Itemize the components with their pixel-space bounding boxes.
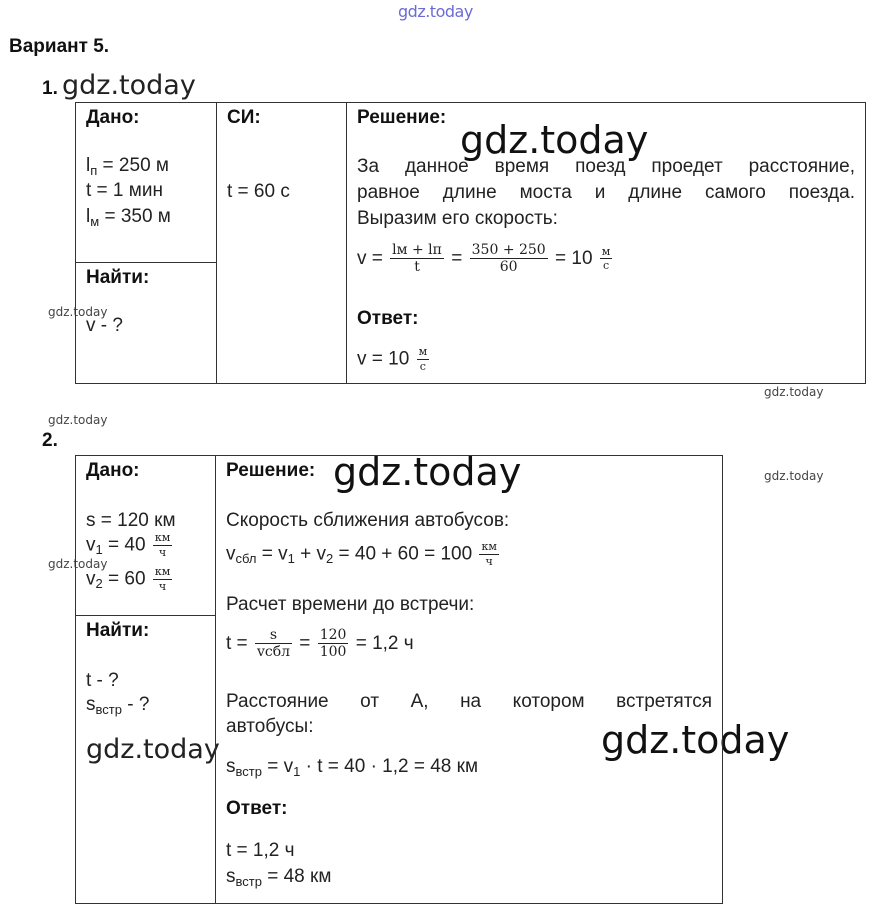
numerator: lм + lп [392,242,442,258]
task1-given-line [86,206,171,228]
value: = 48 км [261,866,332,887]
value: = 40 [102,534,146,556]
subscript: встр [235,764,262,779]
task1-formula [357,242,614,276]
task1-solution-cell [347,103,866,384]
task1-given-cell [76,103,217,263]
watermark-small: gdz.today [764,469,824,483]
symbol: v [316,543,326,565]
subscript: 1 [95,542,103,558]
watermark-top: gdz.today [398,2,473,21]
unit-fraction [153,566,172,593]
value: · t = 40 · 1,2 = 48 км [300,756,479,777]
unit-fraction [153,532,172,559]
task2-solution-header: Решение: [226,460,316,481]
subscript: 1 [293,764,301,779]
symbol: v [283,756,294,777]
task2-answer-header: Ответ: [226,798,288,819]
denominator: 60 [499,259,518,276]
watermark-task2-solution: gdz.today [333,450,522,494]
task2-find-cell [76,616,216,904]
denominator: ч [158,579,167,593]
task2-distance-text: автобусы: [226,716,314,737]
task2-distance-text: Расстояние от А, на котором встретятся [226,691,712,712]
answer-value: v = 10 [357,348,410,370]
task2-given-s: s = 120 км [86,510,176,531]
subscript: м [90,214,100,229]
denominator: с [419,359,426,373]
subscript: встр [235,874,262,889]
watermark-small: gdz.today [48,305,108,319]
denominator: 100 [319,644,347,661]
fraction [318,627,349,661]
watermark-small: gdz.today [48,413,108,427]
denominator: с [602,259,610,273]
task1-find-cell [76,263,217,384]
task1-text-line: Выразим его скорость: [357,208,558,229]
numerator: 350 + 250 [471,242,546,258]
task2-given-v2 [86,566,174,593]
task2-answer-s [226,866,331,888]
symbol: v [226,543,236,565]
watermark-small: gdz.today [764,385,824,399]
task1-find-header: Найти: [86,267,150,288]
subscript: 1 [287,551,295,567]
task2-find-t: t - ? [86,670,119,691]
task1-find-value: v - ? [86,315,123,336]
formula-lhs: t = [226,632,248,654]
task1-given-line [86,180,163,202]
fraction [470,242,548,276]
watermark-task2-right: gdz.today [601,718,790,762]
denominator: t [414,259,420,276]
numerator: 120 [319,627,347,643]
unit-fraction [600,246,613,273]
value: = 60 [102,568,146,590]
subscript: 2 [326,551,334,567]
numerator: м [601,244,611,258]
formula-lhs: v = [357,247,383,269]
symbol: v [278,543,288,565]
result: = 1,2 ч [355,632,414,654]
task2-given-v1 [86,532,174,559]
task1-si-value: t = 60 с [227,181,290,202]
fraction [390,242,444,276]
equals: = [451,247,463,269]
task2-table [75,455,723,904]
symbol: s [226,756,236,777]
unit-fraction [417,346,430,373]
unit-fraction [479,541,498,568]
task2-time-text: Расчет времени до встречи: [226,594,475,615]
numerator: м [418,345,428,358]
task2-time-formula [226,627,414,661]
denominator: ч [158,545,167,559]
task1-table [75,102,866,384]
denominator: vсбл [256,644,291,661]
equals: = [299,632,311,654]
task1-si-header: СИ: [227,107,261,128]
subscript: 2 [95,576,103,592]
task1-si-cell [217,103,347,384]
task2-answer-t: t = 1,2 ч [226,840,295,861]
value: - ? [121,694,150,715]
denominator: ч [485,554,493,568]
symbol: t [86,180,92,201]
subscript: сбл [235,551,257,567]
numerator: км [481,540,497,553]
watermark-task1-header: gdz.today [62,70,196,101]
value: = 350 м [99,206,171,227]
symbol: l [86,155,91,176]
task2-find-s [86,694,149,716]
task2-find-header: Найти: [86,620,150,641]
numerator: км [154,565,171,578]
task1-number: 1. [42,78,58,99]
watermark-task1-solution: gdz.today [460,118,649,162]
task2-distance-formula [226,756,478,778]
task2-given-cell [76,456,216,616]
value: = 1 мин [91,180,163,201]
watermark-task2-find: gdz.today [86,734,220,765]
symbol: s [226,866,236,887]
task1-text-line: равное длине моста и длине самого поезда. [357,182,855,203]
task1-answer-header: Ответ: [357,308,419,329]
result: = 10 [555,247,593,269]
plus: + [294,543,317,565]
symbol: v [86,568,96,590]
task2-closing-speed-text: Скорость сближения автобусов: [226,510,510,531]
value: = 250 м [97,155,169,176]
subscript: п [90,163,98,178]
equals: = [256,543,279,565]
watermark-small: gdz.today [48,557,108,571]
task1-answer [357,346,431,373]
task1-solution-header: Решение: [357,107,447,128]
numerator: км [154,531,171,544]
task2-given-header: Дано: [86,460,140,481]
task2-solution-cell [216,456,723,904]
symbol: s [86,694,96,715]
task2-closing-speed-formula [226,541,501,568]
fraction [255,627,292,661]
symbol: v [86,534,96,556]
subscript: встр [95,702,122,717]
variant-title: Вариант 5. [9,36,110,57]
value: = 40 + 60 = 100 [333,543,473,565]
task1-text-line: За данное время поезд проедет расстояние, [357,156,855,177]
numerator: s [255,627,292,644]
task1-given-line [86,155,169,177]
task2-number: 2. [42,430,58,451]
equals: = [261,756,284,777]
task1-given-header: Дано: [86,107,140,128]
symbol: l [86,206,91,227]
